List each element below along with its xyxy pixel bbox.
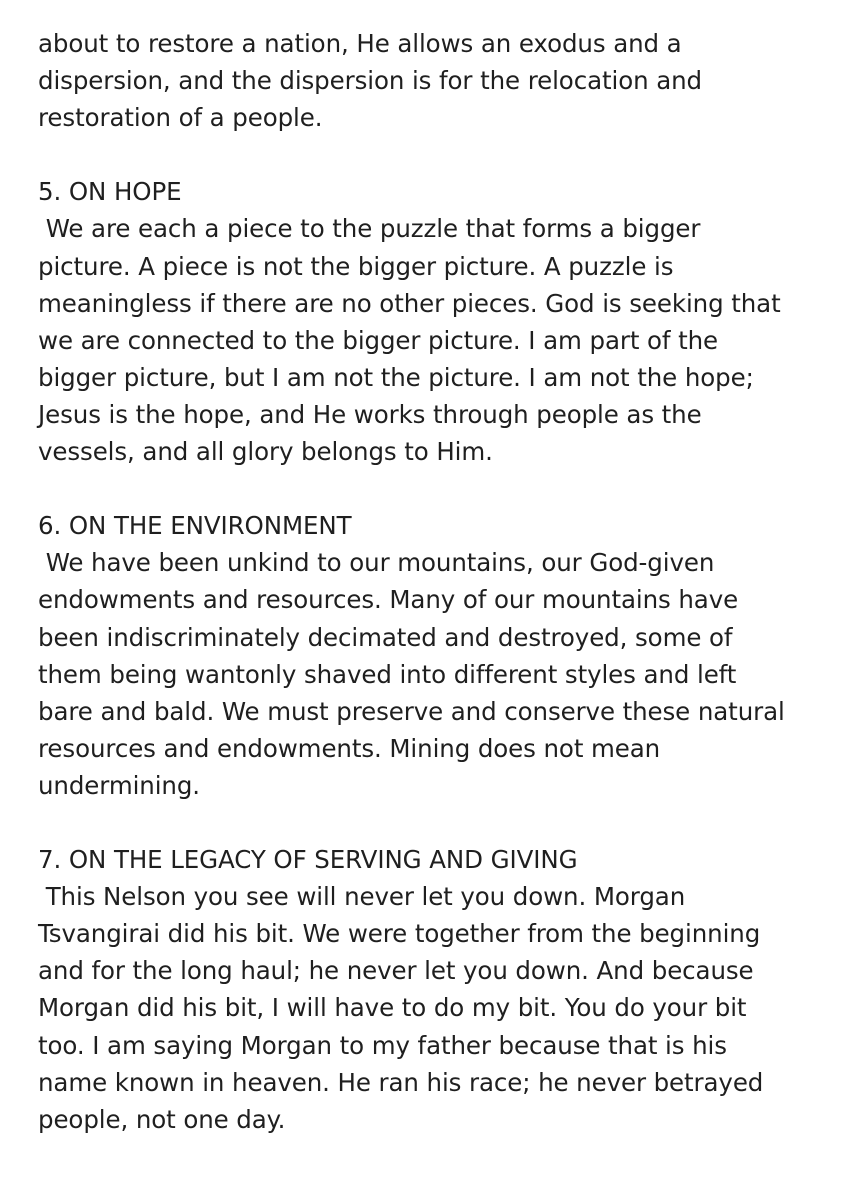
text-line: Tsvangirai did his bit. We were together from the beginning xyxy=(38,919,761,949)
section-heading: 7. ON THE LEGACY OF SERVING AND GIVING xyxy=(38,845,578,875)
text-line: Morgan did his bit, I will have to do my bit. You do your bit xyxy=(38,993,747,1023)
text-line: we are connected to the bigger picture. I am part of the xyxy=(38,325,719,355)
text-line: and for the long haul; he never let you down. And because xyxy=(38,956,754,986)
text-line: bigger picture, but I am not the picture. I am not the hope; xyxy=(38,362,754,392)
text-line: restoration of a people. xyxy=(38,103,323,133)
section-on-hope xyxy=(38,173,838,470)
text-line: We are each a piece to the puzzle that forms a bigger xyxy=(38,214,701,244)
paragraph-gap xyxy=(38,804,838,841)
text-line: Jesus is the hope, and He works through people as the xyxy=(38,399,702,429)
document-body xyxy=(38,25,838,1138)
text-line: resources and endowments. Mining does not mean xyxy=(38,733,661,763)
text-line: meaningless if there are no other pieces. God is seeking that xyxy=(38,288,781,318)
paragraph-gap xyxy=(38,136,838,173)
text-line: vessels, and all glory belongs to Him. xyxy=(38,437,493,467)
text-line: We have been unkind to our mountains, our God-given xyxy=(38,548,715,578)
text-line: too. I am saying Morgan to my father because that is his xyxy=(38,1030,727,1060)
intro-paragraph xyxy=(38,25,838,136)
text-line: picture. A piece is not the bigger picture. A puzzle is xyxy=(38,251,674,281)
text-line: bare and bald. We must preserve and conserve these natural xyxy=(38,696,785,726)
text-line: people, not one day. xyxy=(38,1104,286,1134)
text-line: endowments and resources. Many of our mountains have xyxy=(38,585,739,615)
text-line: about to restore a nation, He allows an exodus and a xyxy=(38,29,682,58)
text-line: dispersion, and the dispersion is for the relocation and xyxy=(38,66,702,96)
section-on-the-legacy xyxy=(38,841,838,1138)
text-line: been indiscriminately decimated and destroyed, some of xyxy=(38,622,733,652)
text-line: them being wantonly shaved into different styles and left xyxy=(38,659,737,689)
text-line: This Nelson you see will never let you down. Morgan xyxy=(38,882,686,912)
section-heading: 6. ON THE ENVIRONMENT xyxy=(38,511,352,541)
section-on-the-environment xyxy=(38,507,838,804)
text-line: undermining. xyxy=(38,770,200,800)
section-heading: 5. ON HOPE xyxy=(38,177,182,207)
text-line: name known in heaven. He ran his race; he never betrayed xyxy=(38,1067,764,1097)
paragraph-gap xyxy=(38,470,838,507)
